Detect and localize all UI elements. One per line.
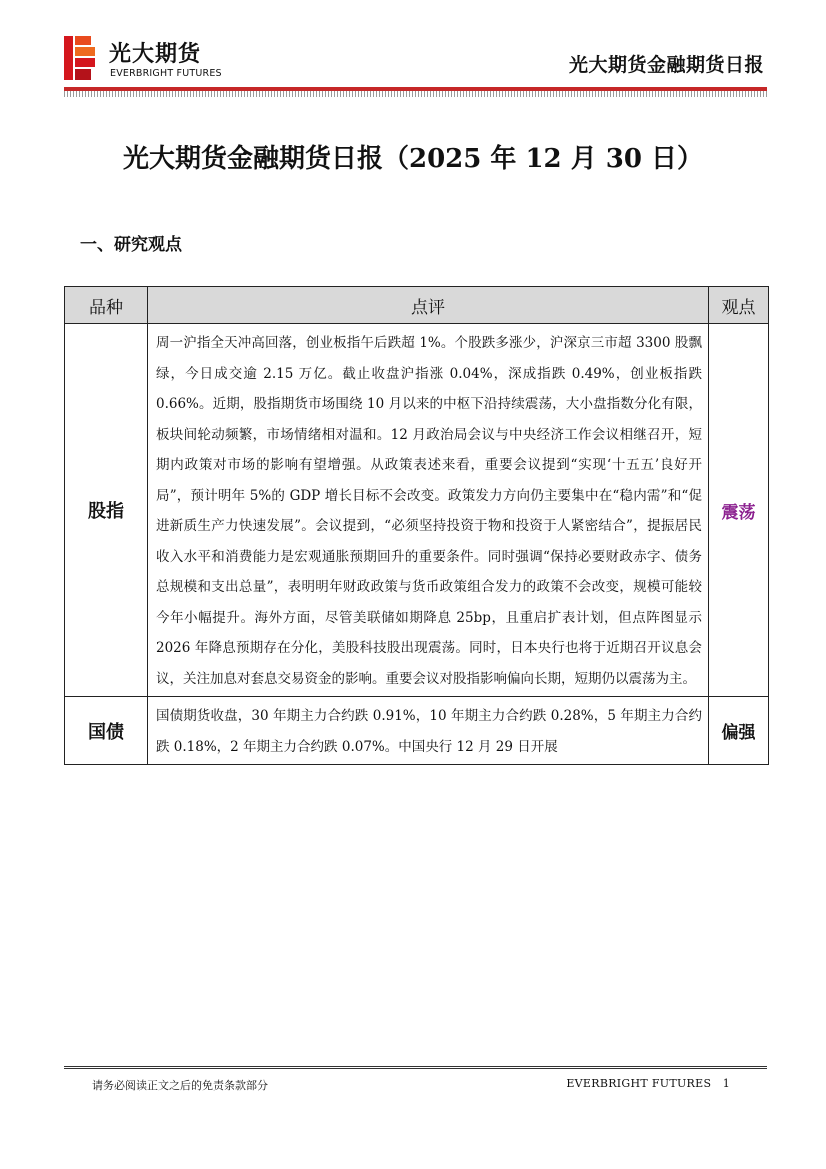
document-title: 光大期货金融期货日报（2025 年 12 月 30 日） [123,144,703,174]
table-header-row [65,287,769,324]
report-name: 光大期货金融期货日报 [568,54,764,76]
logo-chinese-name: 光大期货 [109,42,202,67]
header-divider [64,87,767,98]
table-row-stock-index [65,324,769,697]
comment-cell: 周一沪指全天冲高回落，创业板指午后跌超 1%。个股跌多涨少，沪深京三市超 3300 股飘绿，今日成交逾 2.15 万亿。截止收盘沪指涨 0.04%，深成指跌 0.49%，创业板指跌 0.66%。近期，股指期货市场围绕 10 月以来的中枢下沿持续震荡，大小盘指数分化有限，板块间轮动频繁，市场情绪相对温和。12 月政治局会议与中央经济工作会议相继召开，短期内政策对市场的影响有望增强。从政策表述来看，重要会议提到“实现‘十五五’良好开局”，预计明年 5%的 GDP 增长目标不会改变。政策发力方向仍主要集中在“稳内需”和“促进新质生产力快速发展”。会议提到，“必须坚持投资于物和投资于人紧密结合”，提振居民收入水平和消费能力是宏观通胀预期回升的重要条件。同时强调“保持必要财政赤字、债务总规模和支出总量”，表明明年财政政策与货币政策组合发力的政策不会改变，规模可能较今年小幅提升。海外方面，尽管美联储如期降息 25bp，且重启扩表计划，但点阵图显示 2026 年降息预期存在分化，美股科技股出现震荡。同时，日本央行也将于近期召开议息会议，关注加息对套息交易资金的影响。重要会议对股指影响偏向长期，短期仍以震荡为主。 [148,324,709,697]
view-cell: 偏强 [709,697,769,765]
table-row-treasury-bond [65,697,769,765]
column-header-comment: 点评 [148,287,709,324]
variety-cell: 国债 [65,697,148,765]
footer-disclaimer: 请务必阅读正文之后的免责条款部分 [92,1079,268,1092]
footer-divider [64,1066,767,1069]
variety-cell: 股指 [65,324,148,697]
comment-cell: 国债期货收盘，30 年期主力合约跌 0.91%，10 年期主力合约跌 0.28%，5 年期主力合约跌 0.18%，2 年期主力合约跌 0.07%。中国央行 12 月 29 日开展 [148,697,709,765]
column-header-variety: 品种 [65,287,148,324]
everbright-logo-icon [64,36,98,80]
company-logo [64,36,244,82]
logo-english-name: EVERBRIGHT FUTURES [110,68,222,79]
footer-company: EVERBRIGHT FUTURES [566,1077,712,1090]
column-header-view: 观点 [709,287,769,324]
section-heading: 一、研究观点 [80,235,182,255]
footer-company-page [566,1077,730,1090]
research-opinion-table [64,286,769,765]
view-cell: 震荡 [709,324,769,697]
page-number: 1 [722,1077,730,1090]
